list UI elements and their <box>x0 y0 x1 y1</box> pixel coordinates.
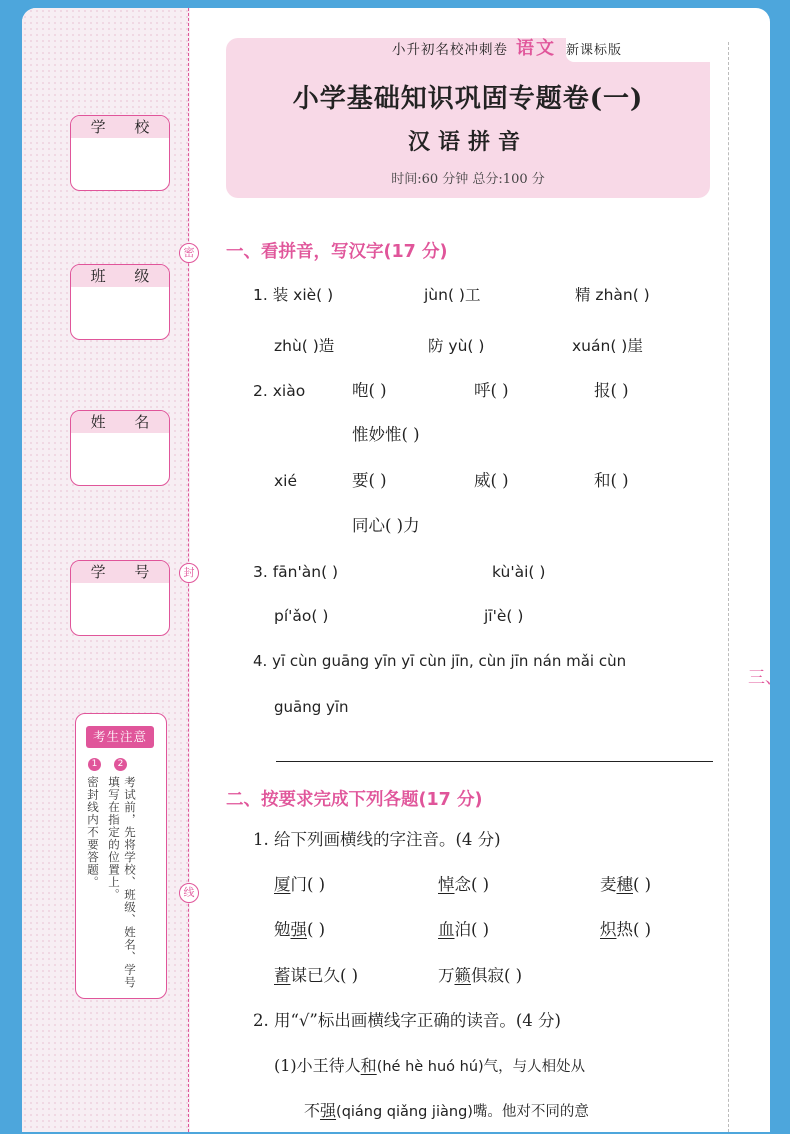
paper-title: 小学基础知识巩固专题卷(一) <box>292 84 644 114</box>
q3-item-1: 3. fān'àn( ) <box>253 563 339 581</box>
q2-item-2: 呼( ) <box>474 381 509 400</box>
word-item: 厦门( ) <box>274 875 326 894</box>
q1-item-6: xuán( )崖 <box>572 337 643 355</box>
q2-pinyin-xiao: 2. xiào <box>253 382 306 400</box>
q1-item-3: 精 zhàn( ) <box>575 286 650 304</box>
word-item: 勉强( ) <box>274 920 326 939</box>
section-1-title: 一、看拼音，写汉字(17 分) <box>226 242 448 262</box>
seal-mark-xian: 线 <box>179 883 199 903</box>
exam-sheet <box>22 8 770 1132</box>
student-id-label: 学 号 <box>71 561 169 583</box>
word-item: 血泊( ) <box>438 920 490 939</box>
seal-mark-feng: 封 <box>179 563 199 583</box>
series-line <box>392 34 622 60</box>
word-item: 蓄谋已久( ) <box>274 966 359 985</box>
notice-number-2: 2 <box>114 758 127 771</box>
q1-item-1: 1. 装 xiè( ) <box>253 286 334 304</box>
next-page-edge-text: 三、 <box>748 668 782 688</box>
q2-pinyin-xie: xié <box>274 472 298 490</box>
q3-item-4: jī'è( ) <box>484 607 524 625</box>
edition-name: 新课标版 <box>566 43 623 58</box>
name-field[interactable] <box>70 410 170 486</box>
q4-line-2: guāng yīn <box>274 698 349 716</box>
s2-q2-title: 2. 用“√”标出画横线字正确的读音。(4 分) <box>253 1011 561 1030</box>
q2-item-3: 报( ) <box>594 381 629 400</box>
s2-q1-title: 1. 给下列画横线的字注音。(4 分) <box>253 830 501 849</box>
q1-item-2: jùn( )工 <box>424 286 481 304</box>
student-id-field[interactable] <box>70 560 170 636</box>
paper-subtitle: 汉语拼音 <box>407 130 528 155</box>
paper-meta: 时间:60 分钟 总分:100 分 <box>391 172 545 187</box>
word-item: 万籁俱寂( ) <box>438 966 523 985</box>
q4-line-1: 4. yī cùn guāng yīn yī cùn jīn, cùn jīn nán mǎi cùn <box>253 652 627 670</box>
q1-item-5: 防 yù( ) <box>428 337 485 355</box>
class-label: 班 级 <box>71 265 169 287</box>
q2-item-8: 同心( )力 <box>352 516 420 535</box>
word-item: 麦穗( ) <box>600 875 652 894</box>
q2-item-7: 和( ) <box>594 471 629 490</box>
right-margin-line <box>728 42 729 1132</box>
q2-item-5: 要( ) <box>352 471 387 490</box>
exam-notice <box>75 713 167 999</box>
subject-name: 语文 <box>516 38 556 59</box>
word-item: 炽热( ) <box>600 920 652 939</box>
name-label: 姓 名 <box>71 411 169 433</box>
q2-item-4: 惟妙惟( ) <box>352 425 420 444</box>
school-label: 学 校 <box>71 116 169 138</box>
s2-q2-line-1: (1)小王待人和(hé hè huó hú)气，与人相处从 <box>274 1056 586 1075</box>
series-name: 小升初名校冲刺卷 <box>392 42 508 58</box>
word-item: 悼念( ) <box>438 875 490 894</box>
q4-answer-line[interactable] <box>276 761 713 762</box>
q2-item-6: 威( ) <box>474 471 509 490</box>
section-2-title: 二、按要求完成下列各题(17 分) <box>226 790 483 810</box>
class-field[interactable] <box>70 264 170 340</box>
q1-item-4: zhù( )造 <box>274 337 335 355</box>
seal-mark-mi: 密 <box>179 243 199 263</box>
notice-title: 考生注意 <box>86 726 154 748</box>
s2-q2-line-2: 不强(qiáng qiǎng jiàng)嘴。他对不同的意 <box>304 1101 589 1120</box>
notice-item-1: 密封线内不要答题。 <box>86 776 100 889</box>
q2-item-1: 咆( ) <box>352 381 387 400</box>
q3-item-3: pí'ǎo( ) <box>274 607 329 625</box>
q3-item-2: kù'ài( ) <box>492 563 546 581</box>
school-field[interactable] <box>70 115 170 191</box>
notice-item-2: 考试前，先将学校、班级、姓名、学号填写在指定的位置上。 <box>107 776 137 989</box>
notice-number-1: 1 <box>88 758 101 771</box>
